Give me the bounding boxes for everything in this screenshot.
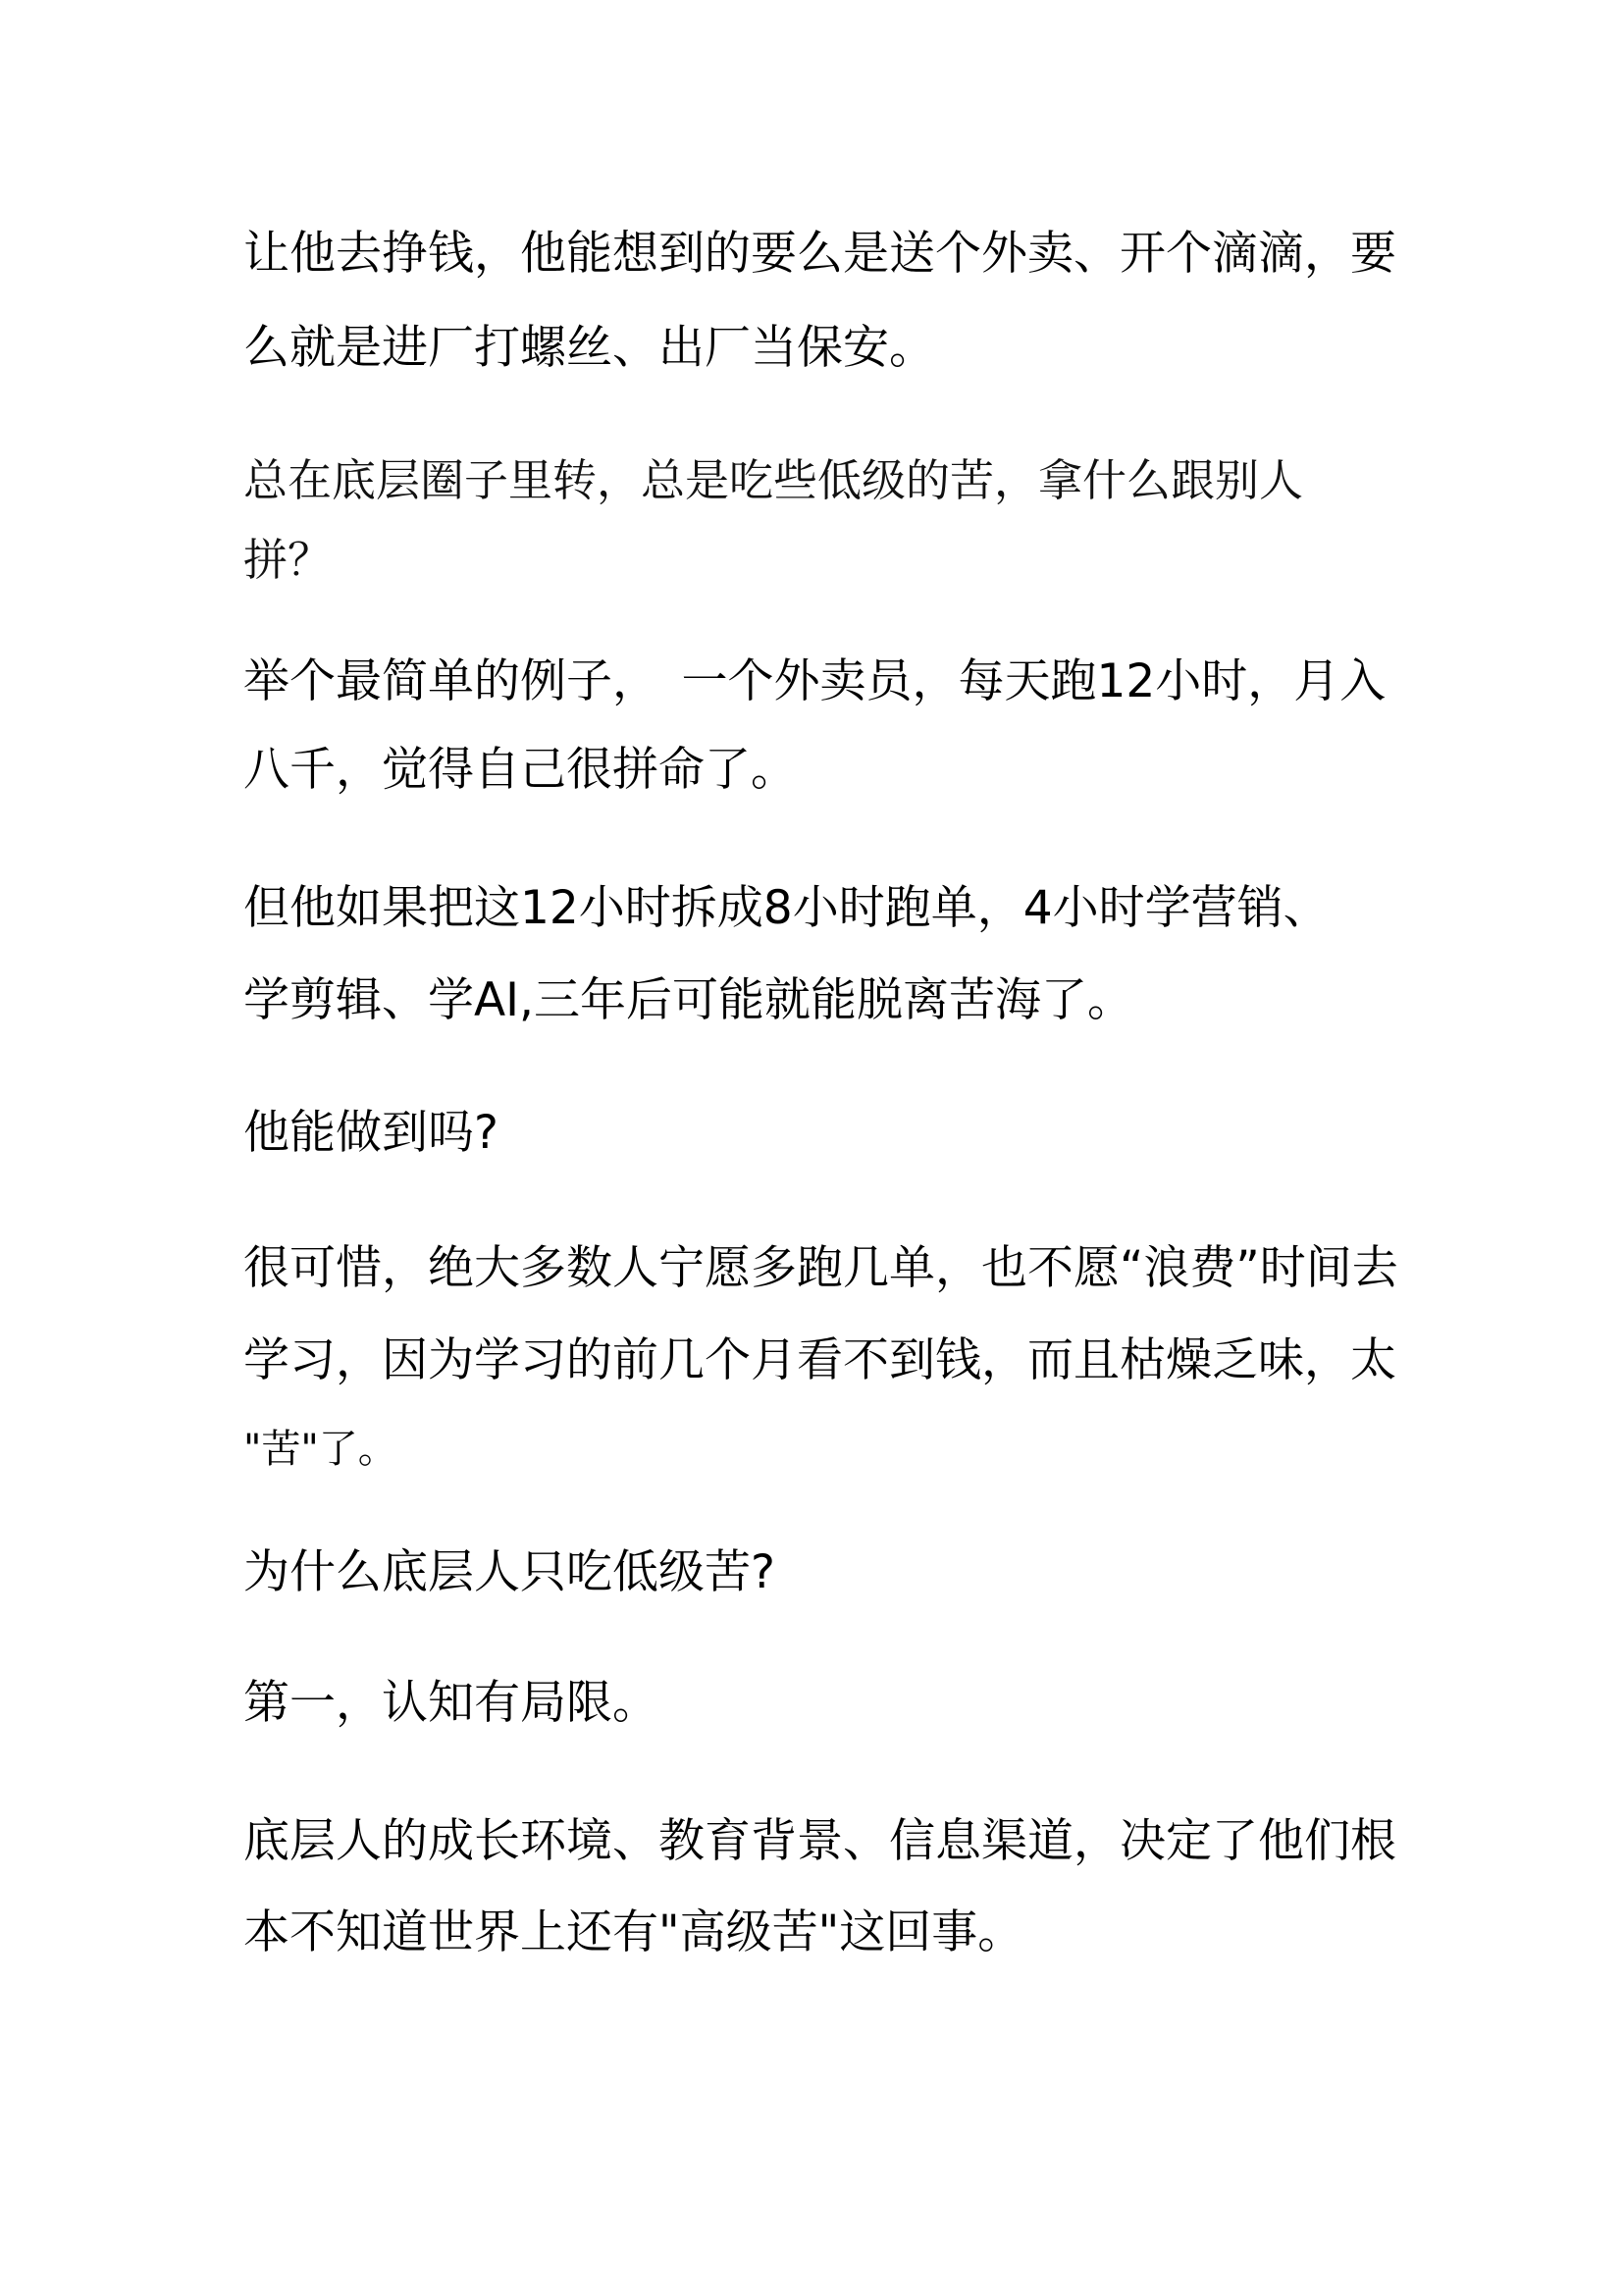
paragraph-9-line-2: 本不知道世界上还有"高级苦"这回事。 — [243, 1905, 1024, 1959]
paragraph-1-line-2: 么就是进厂打螺丝、出厂当保安。 — [243, 321, 935, 375]
paragraph-6-line-1: 很可惜，绝大多数人宁愿多跑几单，也不愿“浪费”时间去 — [243, 1241, 1398, 1295]
paragraph-2-line-2: 拼？ — [243, 534, 333, 586]
paragraph-2-line-1: 总在底层圈子里转，总是吃些低级的苦，拿什么跟别人 — [243, 454, 1304, 506]
paragraph-5-line-1: 他能做到吗? — [243, 1106, 498, 1160]
paragraph-1-line-1: 让他去挣钱，他能想到的要么是送个外卖、开个滴滴，要 — [243, 227, 1396, 281]
paragraph-6-line-3: "苦"了。 — [243, 1427, 397, 1472]
paragraph-4-line-1: 但他如果把这12小时拆成8小时跑单，4小时学营销、 — [243, 881, 1330, 935]
paragraph-6-line-2: 学习，因为学习的前几个月看不到钱，而且枯燥乏味，太 — [243, 1333, 1396, 1387]
paragraph-9-line-1: 底层人的成长环境、教育背景、信息渠道，决定了他们根 — [243, 1814, 1396, 1868]
paragraph-3-line-2: 八千，觉得自己很拼命了。 — [243, 743, 797, 797]
paragraph-7-line-1: 为什么底层人只吃低级苦? — [243, 1545, 775, 1599]
paragraph-8-line-1: 第一，认知有局限。 — [243, 1676, 658, 1730]
paragraph-4-line-2: 学剪辑、学AI,三年后可能就能脱离苦海了。 — [243, 973, 1133, 1027]
paragraph-3-line-1: 举个最简单的例子， 一个外卖员，每天跑12小时，月入 — [243, 654, 1387, 708]
